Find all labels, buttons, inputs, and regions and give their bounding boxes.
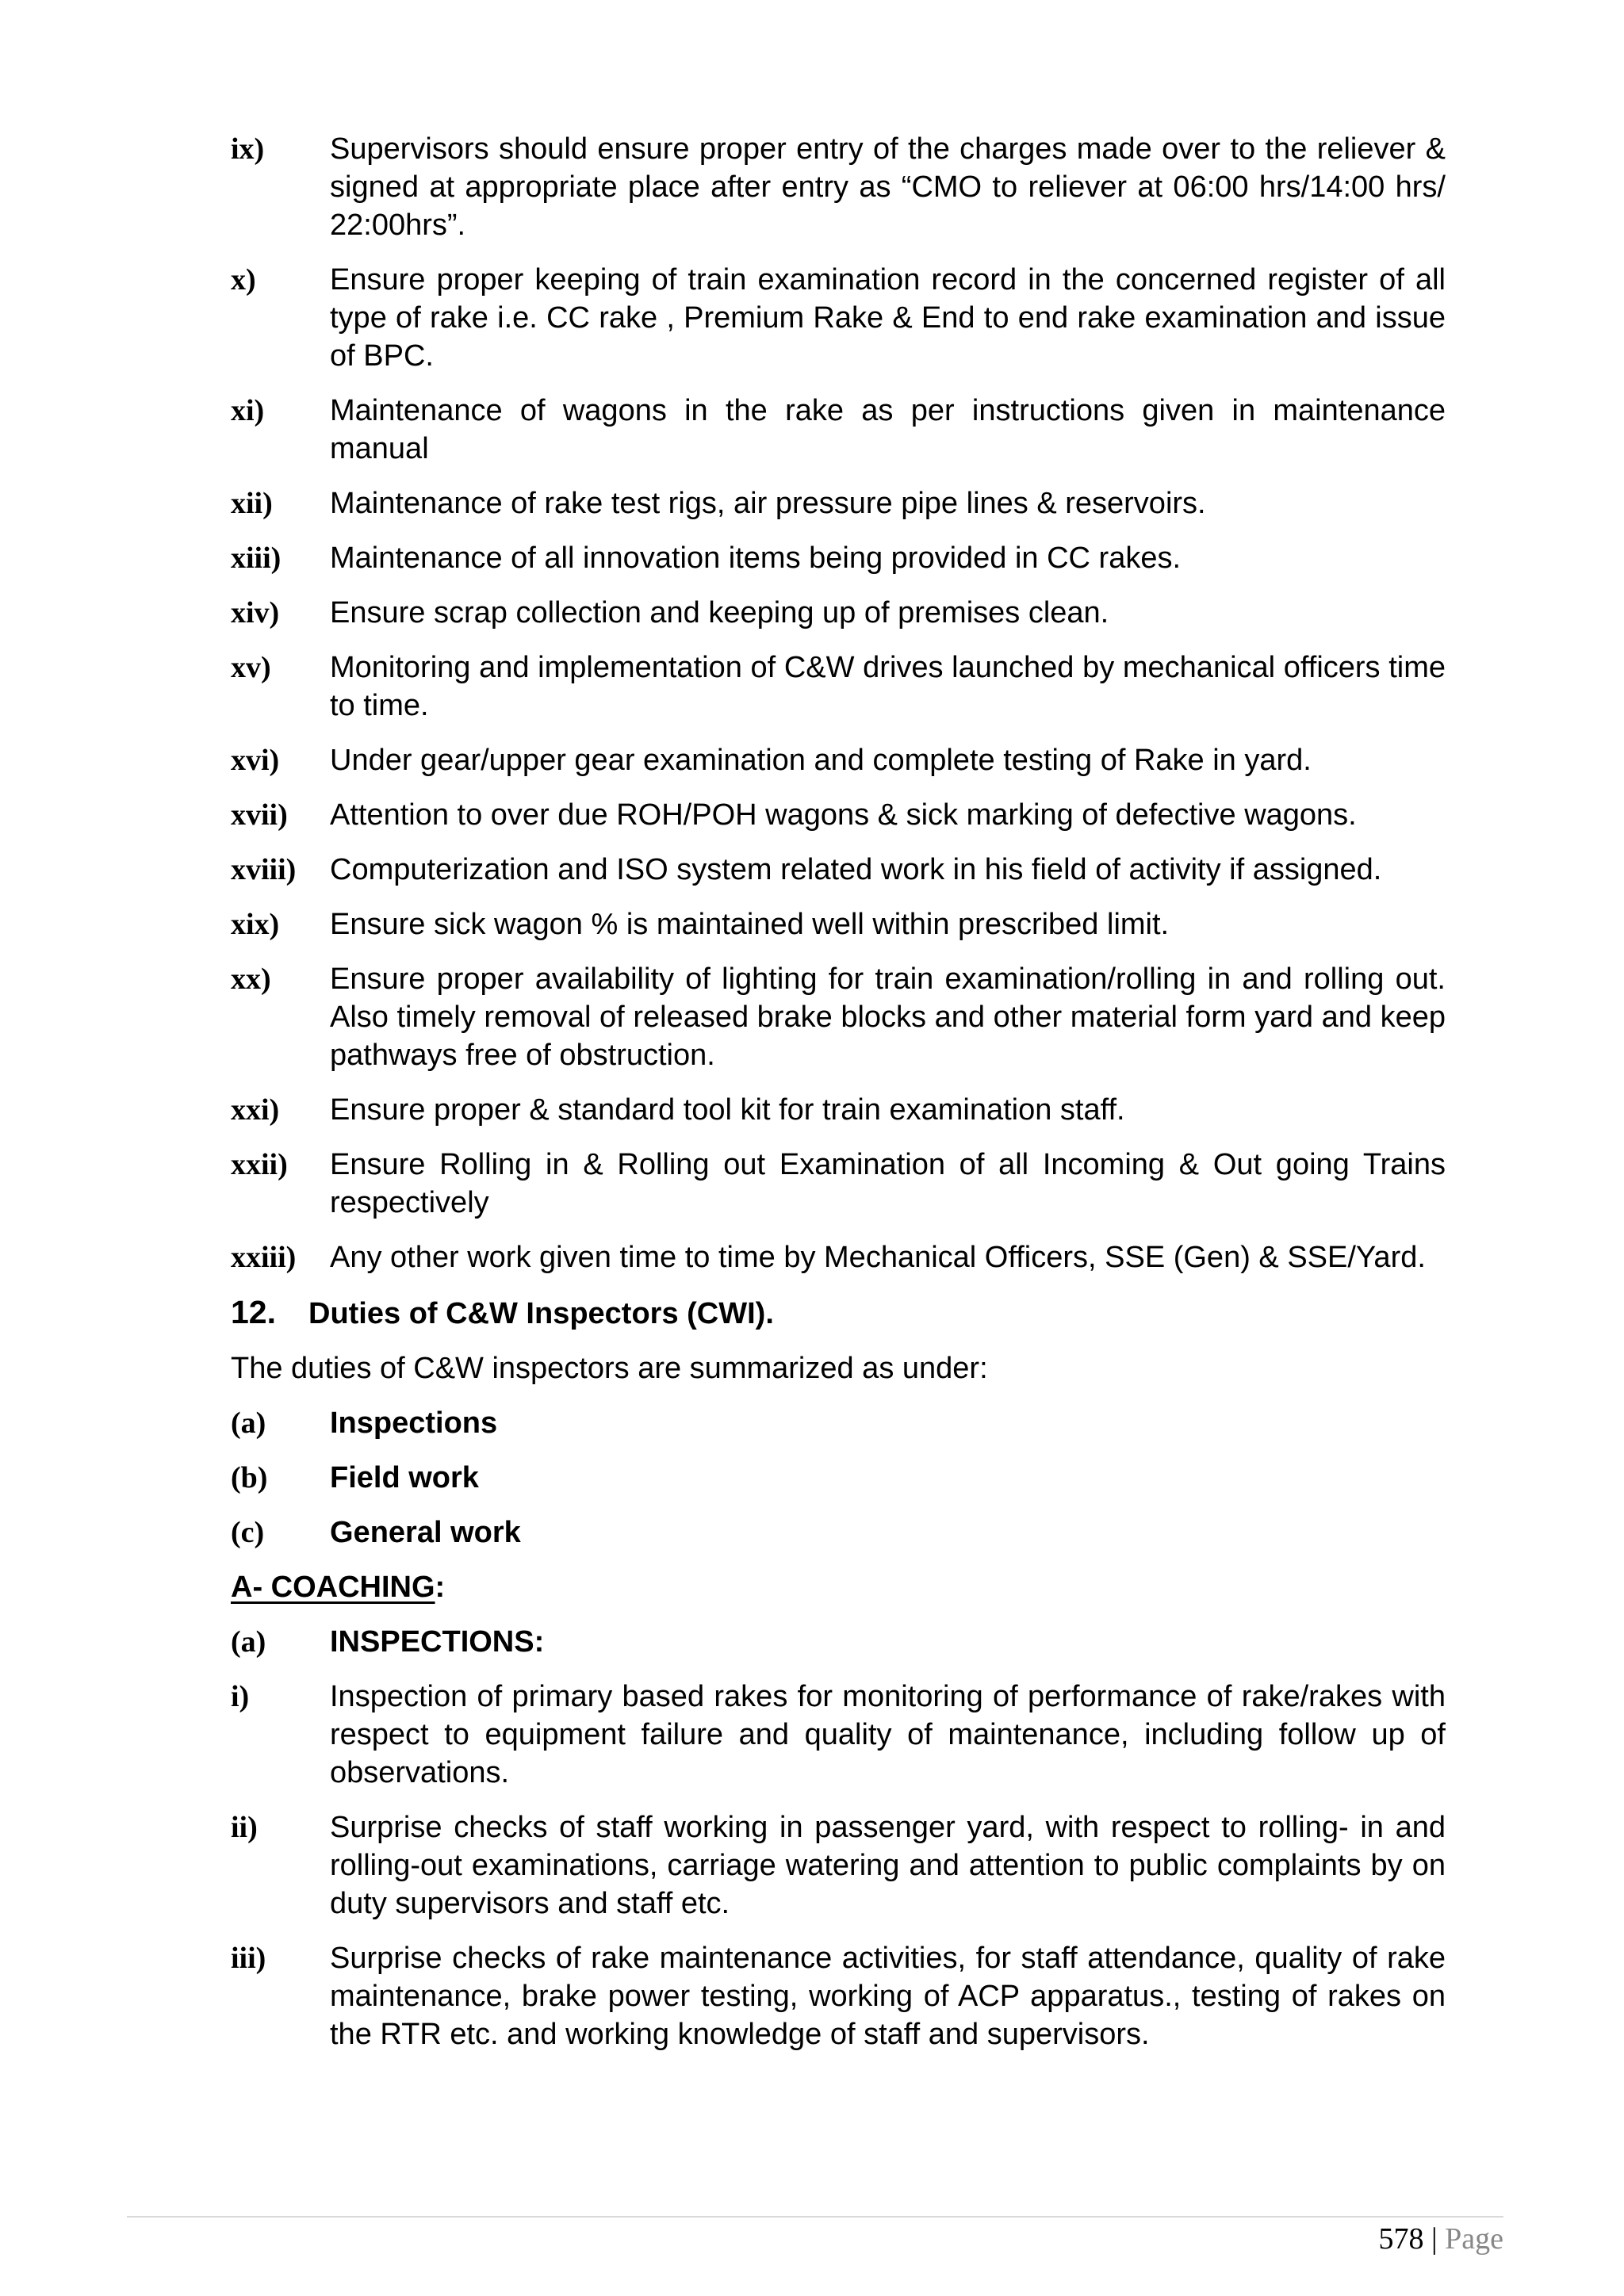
list-text: Inspections [330,1406,498,1440]
section-title: Duties of C&W Inspectors (CWI). [308,1297,774,1330]
list-text: Field work [330,1461,479,1494]
list-text: Ensure proper & standard tool kit for train examination staff. [330,1093,1125,1127]
list-marker: xvi) [231,744,280,777]
duty-category-list [231,1404,1446,1552]
list-text: Surprise checks of staff working in passenger yard, with respect to rolling- in and rolling-out examinations, carriage watering and attention to public complaints by on duty supervisors and staff etc. [330,1811,1446,1920]
list-marker: i) [231,1680,250,1713]
page-number: 578 [1378,2222,1424,2256]
section-12-intro: The duties of C&W inspectors are summarized as under: [231,1352,988,1385]
list-item [231,741,1446,779]
list-item [231,1459,1446,1497]
coaching-heading [231,1568,1446,1606]
list-text: Maintenance of rake test rigs, air pressure pipe lines & reservoirs. [330,487,1206,520]
list-text: Inspection of primary based rakes for monitoring of performance of rake/rakes with respect to equipment failure and quality of maintenance, including follow up of observations. [330,1680,1446,1789]
list-text: General work [330,1516,521,1549]
list-item [231,960,1446,1074]
list-text: Computerization and ISO system related work in his field of activity if assigned. [330,853,1382,886]
list-text: Maintenance of all innovation items being provided in CC rakes. [330,541,1182,575]
list-text: Surprise checks of rake maintenance activities, for staff attendance, quality of rake maintenance, brake power testing, working of ACP apparatus., testing of rakes on the RTR etc. and working knowledge of staff and supervisors. [330,1942,1446,2051]
subheading-text: INSPECTIONS: [330,1625,545,1659]
list-item [231,484,1446,522]
list-item [231,392,1446,468]
list-text: Any other work given time to time by Mechanical Officers, SSE (Gen) & SSE/Yard. [330,1241,1426,1274]
list-marker: iii) [231,1942,266,1975]
list-marker: xxiii) [231,1241,297,1274]
list-text: Ensure proper availability of lighting for train examination/rolling in and rolling out. Also timely removal of released brake blocks and other material form yard and keep pathways free of obstruction. [330,962,1446,1072]
list-item [231,594,1446,632]
page-footer [1379,2220,1503,2258]
list-text: Supervisors should ensure proper entry of the charges made over to the reliever & signed at appropriate place after entry as “CMO to reliever at 06:00 hrs/14:00 hrs/ 22:00hrs”. [330,132,1446,242]
section-number: 12. [231,1294,276,1330]
list-marker: (b) [231,1461,268,1494]
list-marker: xiii) [231,541,282,575]
list-text: Ensure proper keeping of train examination record in the concerned register of all type of rake i.e. CC rake , Premium Rake & End to end rake examination and issue of BPC. [330,263,1446,373]
list-text: Ensure Rolling in & Rolling out Examination of all Incoming & Out going Trains respectively [330,1148,1446,1219]
list-item [231,1939,1446,2053]
page-content [231,130,1446,2070]
list-item [231,539,1446,577]
list-marker: xii) [231,487,273,520]
list-item [231,130,1446,244]
section-12-heading [231,1293,1446,1333]
list-marker: xviii) [231,853,297,886]
coaching-title: A- COACHING [231,1571,435,1604]
list-item [231,1091,1446,1129]
page-label: Page [1445,2222,1503,2256]
list-marker: xvii) [231,798,288,832]
coaching-colon: : [435,1571,446,1604]
list-marker: ii) [231,1811,258,1844]
list-text: Under gear/upper gear examination and complete testing of Rake in yard. [330,744,1312,777]
list-marker: xxi) [231,1093,280,1127]
list-item [231,261,1446,375]
list-marker: xv) [231,651,271,684]
list-item [231,1678,1446,1792]
list-text: Ensure sick wagon % is maintained well within prescribed limit. [330,908,1170,941]
inspection-list [231,1678,1446,2053]
list-marker: x) [231,263,256,297]
list-marker: xi) [231,394,265,427]
list-marker: (c) [231,1516,265,1549]
inspections-subheading [231,1623,1446,1661]
list-text: Monitoring and implementation of C&W drives launched by mechanical officers time to time. [330,651,1446,722]
list-marker: xxii) [231,1148,288,1181]
list-marker: xx) [231,962,271,996]
list-item [231,1238,1446,1276]
list-item [231,649,1446,725]
list-marker: ix) [231,132,265,166]
footer-separator: | [1431,2222,1438,2256]
list-item [231,905,1446,943]
list-text: Ensure scrap collection and keeping up of premises clean. [330,596,1109,629]
duty-list-part1 [231,130,1446,1276]
list-marker: (a) [231,1406,266,1440]
list-item [231,1146,1446,1222]
list-marker: xiv) [231,596,280,629]
list-item [231,796,1446,834]
list-item [231,1404,1446,1442]
list-item [231,1808,1446,1923]
list-text: Attention to over due ROH/POH wagons & sick marking of defective wagons. [330,798,1357,832]
list-text: Maintenance of wagons in the rake as per instructions given in maintenance manual [330,394,1446,465]
list-marker: (a) [231,1625,266,1659]
list-item [231,851,1446,889]
list-marker: xix) [231,908,280,941]
list-item [231,1513,1446,1552]
footer-divider [127,2216,1503,2218]
